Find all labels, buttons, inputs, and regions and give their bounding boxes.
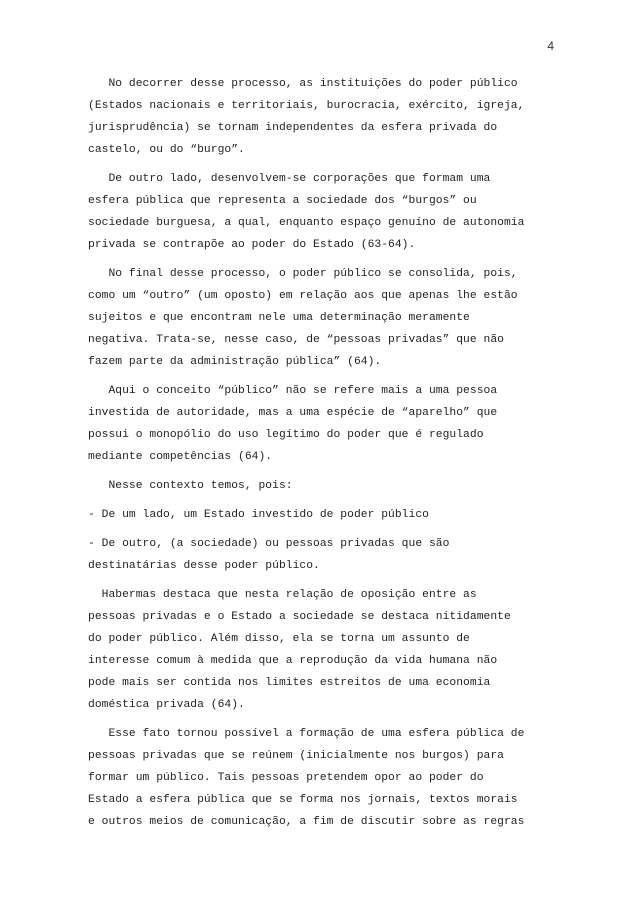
text-line: interesse comum à medida que a reprodução da vida humana não bbox=[88, 655, 498, 667]
paragraph bbox=[88, 723, 558, 833]
text-line: Aqui o conceito “público” não se refere mais a uma pessoa bbox=[88, 385, 498, 397]
text-line: mediante competências (64). bbox=[88, 451, 273, 463]
paragraph bbox=[88, 168, 558, 256]
text-line: pessoas privadas e o Estado a sociedade se destaca nitidamente bbox=[88, 611, 511, 623]
text-line: De outro lado, desenvolvem-se corporações que formam uma bbox=[88, 173, 491, 185]
text-line: privada se contrapõe ao poder do Estado (63-64). bbox=[88, 239, 416, 251]
text-line: destinatárias desse poder público. bbox=[88, 560, 320, 572]
text-line: investida de autoridade, mas a uma espécie de “aparelho” que bbox=[88, 407, 498, 419]
text-line: Esse fato tornou possível a formação de uma esfera pública de bbox=[88, 728, 525, 740]
text-line: negativa. Trata-se, nesse caso, de “pessoas privadas” que não bbox=[88, 334, 504, 346]
text-line: esfera pública que representa a sociedade dos “burgos” ou bbox=[88, 195, 477, 207]
text-line: No final desse processo, o poder público se consolida, pois, bbox=[88, 268, 518, 280]
paragraph bbox=[88, 475, 558, 497]
text-line: possui o monopólio do uso legítimo do poder que é regulado bbox=[88, 429, 484, 441]
paragraph bbox=[88, 380, 558, 468]
text-line: do poder público. Além disso, ela se torna um assunto de bbox=[88, 633, 470, 645]
page-number: 4 bbox=[547, 39, 554, 53]
paragraph bbox=[88, 504, 558, 526]
text-line: - De outro, (a sociedade) ou pessoas privadas que são bbox=[88, 538, 450, 550]
text-line: (Estados nacionais e territoriais, burocracia, exército, igreja, bbox=[88, 100, 525, 112]
text-line: sociedade burguesa, a qual, enquanto espaço genuíno de autonomia bbox=[88, 217, 525, 229]
paragraph bbox=[88, 584, 558, 716]
text-line: No decorrer desse processo, as instituições do poder público bbox=[88, 78, 518, 90]
text-line: como um “outro” (um oposto) em relação aos que apenas lhe estão bbox=[88, 290, 518, 302]
text-line: sujeitos e que encontram nele uma determinação meramente bbox=[88, 312, 470, 324]
text-line: pessoas privadas que se reúnem (inicialmente nos burgos) para bbox=[88, 750, 504, 762]
paragraph bbox=[88, 533, 558, 577]
text-line: castelo, ou do “burgo”. bbox=[88, 144, 245, 156]
text-line: fazem parte da administração pública” (64). bbox=[88, 356, 382, 368]
text-line: pode mais ser contida nos limites estreitos de uma economia bbox=[88, 677, 491, 689]
text-line: formar um público. Tais pessoas pretendem opor ao poder do bbox=[88, 772, 484, 784]
text-line: Estado a esfera pública que se forma nos jornais, textos morais bbox=[88, 794, 518, 806]
document-body bbox=[88, 73, 558, 840]
text-line: jurisprudência) se tornam independentes da esfera privada do bbox=[88, 122, 498, 134]
text-line: e outros meios de comunicação, a fim de discutir sobre as regras bbox=[88, 816, 525, 828]
text-line: - De um lado, um Estado investido de poder público bbox=[88, 509, 429, 521]
paragraph bbox=[88, 73, 558, 161]
paragraph bbox=[88, 263, 558, 373]
text-line: doméstica privada (64). bbox=[88, 699, 245, 711]
text-line: Habermas destaca que nesta relação de oposição entre as bbox=[88, 589, 477, 601]
text-line: Nesse contexto temos, pois: bbox=[88, 480, 293, 492]
